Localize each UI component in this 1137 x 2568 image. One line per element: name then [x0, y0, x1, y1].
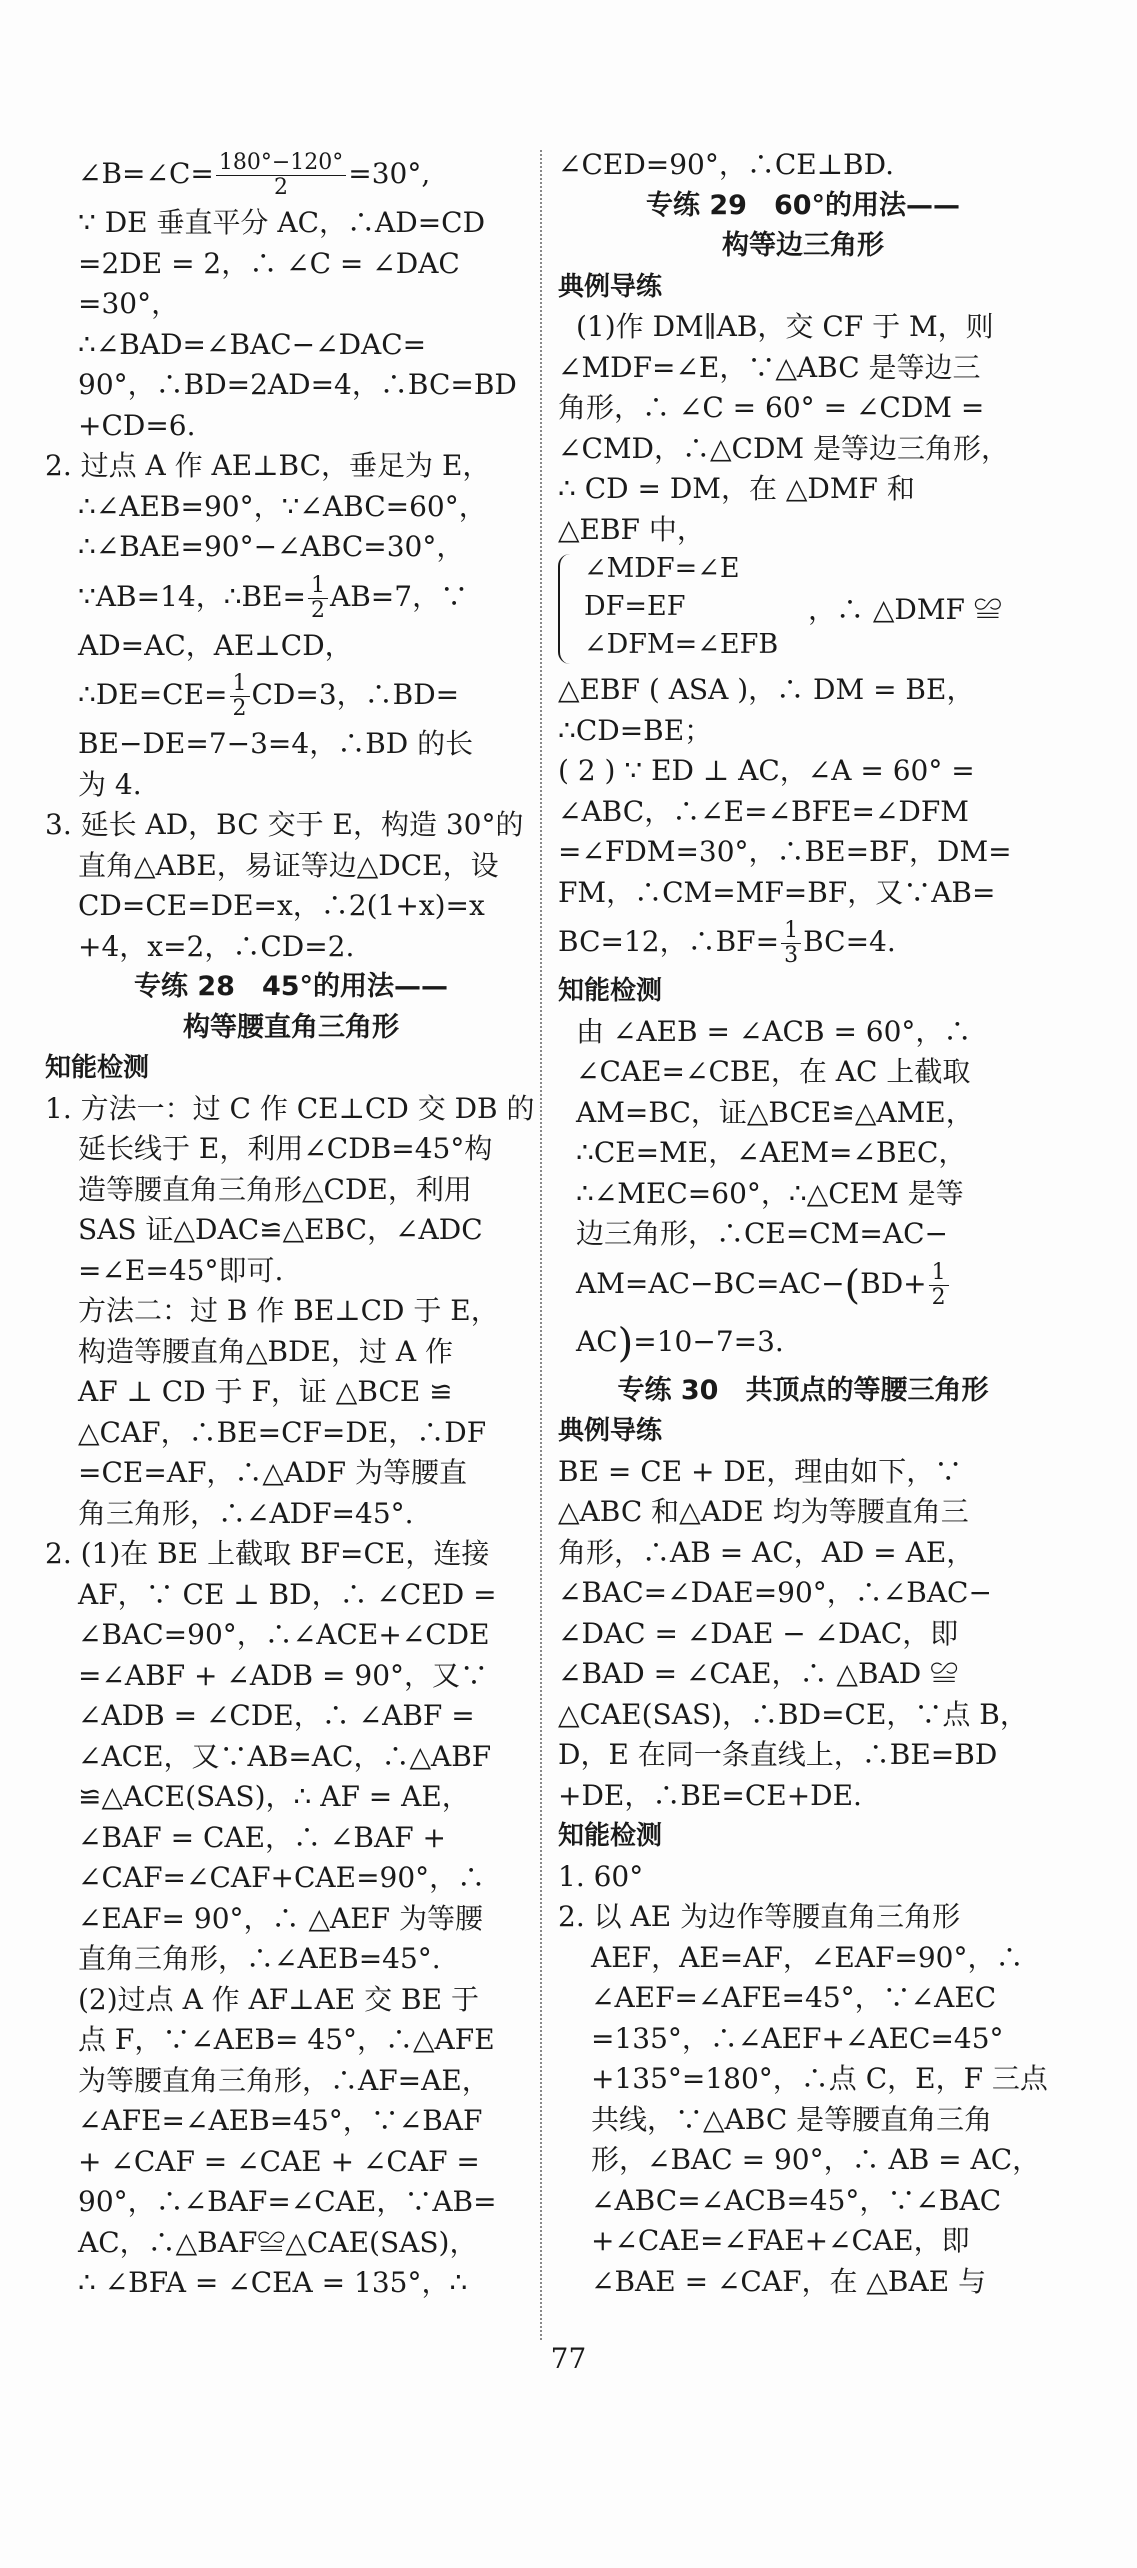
text-line: ∠AFE=∠AEB=45°，∵∠BAF [78, 2104, 483, 2137]
text-line: AD=AC，AE⊥CD， [78, 628, 353, 662]
text-line: 1. 方法一：过 C 作 CE⊥CD 交 DB 的 [45, 1091, 535, 1125]
text-line: BE = CE + DE，理由如下，∵ [558, 1454, 963, 1488]
text-line: FM，∴CM=MF=BF，又∵AB= [558, 875, 996, 909]
text-line: AC，∴△BAF≌△CAE(SAS)， [78, 2225, 478, 2259]
text-line: ∵AB=14，∴BE= $\frac{1}{2}$ AB=7，∵ [78, 572, 469, 623]
subheading: 典例导练 [558, 1416, 663, 1446]
text-line: 90°，∴BD=2AD=4，∴BC=BD [78, 368, 517, 401]
text-line: SAS 证△DAC≌△EBC，∠ADC [78, 1213, 483, 1246]
fraction: $\frac{180^\circ-120^\circ}{2}$ [216, 151, 346, 200]
text-line: +4，x=2，∴CD=2. [78, 929, 355, 963]
text-line: 角形，∴ ∠C = 60° = ∠CDM = [558, 391, 985, 424]
text-line: ∠CAF=∠CAF+CAE=90°，∴ [78, 1861, 486, 1894]
text-line: ∴∠AEB=90°，∵∠ABC=60°， [78, 489, 487, 523]
text-line: AC)=10−7=3. [576, 1320, 784, 1366]
text-line: ∠BAC=∠DAE=90°，∴∠BAC− [558, 1576, 992, 1609]
text-line: ≌△ACE(SAS)，∴ AF = AE， [78, 1780, 470, 1813]
text-line: ∠EAF= 90°，∴ △AEF 为等腰 [78, 1901, 483, 1935]
page-number: 77 [550, 2342, 587, 2375]
text-line: ∴ CD = DM，在 △DMF 和 [558, 472, 915, 505]
text-line: BC=12，∴BF= $\frac{1}{3}$ BC=4. [558, 918, 896, 968]
text-line: 2. 过点 A 作 AE⊥BC，垂足为 E， [45, 449, 491, 482]
text-line: =30°， [78, 287, 180, 320]
text-line: =2DE = 2，∴ ∠C = ∠DAC [78, 246, 460, 280]
text-line: (2)过点 A 作 AF⊥AE 交 BE 于 [78, 1982, 479, 2016]
text-line: 构造等腰直角△BDE，过 A 作 [78, 1334, 454, 1368]
text-line: ∴∠MEC=60°，∴△CEM 是等 [576, 1176, 964, 1210]
text-line: ∴ ∠BFA = ∠CEA = 135°，∴ [78, 2266, 468, 2299]
fraction: $\frac{1}{3}$ [781, 919, 801, 968]
text-line: △ABC 和△ADE 均为等腰直角三 [558, 1495, 969, 1528]
text-line: =∠FDM=30°，∴BE=BF，DM= [558, 835, 1012, 868]
section-heading-28: 专练 28 45°的用法—— [133, 971, 449, 1002]
text-line: (1)作 DM∥AB，交 CF 于 M，则 [576, 310, 994, 343]
text-line: ∠ABC=∠ACB=45°，∵∠BAC [591, 2183, 1002, 2217]
text-line: 1. 60° [558, 1859, 644, 1893]
text-line: =135°，∴∠AEF+∠AEC=45° [591, 2021, 1004, 2055]
text-line: =∠ABF + ∠ADB = 90°，又∵ [78, 1658, 489, 1692]
subheading: 知能检测 [45, 1053, 150, 1083]
text-line: △EBF ( ASA )，∴ DM = BE， [558, 673, 975, 706]
text-line: ∠ADB = ∠CDE，∴ ∠ABF = [78, 1699, 475, 1732]
section-heading-29-sub: 构等边三角形 [722, 230, 884, 261]
text-line: △CAE(SAS)，∴BD=CE，∵点 B， [558, 1697, 1028, 1731]
subheading: 典例导练 [558, 271, 663, 302]
text-line: =∠E=45°即可. [78, 1253, 284, 1287]
text-line: AM=AC−BC=AC−(BD+ $\frac{1}{2}$ [558, 1255, 1048, 1313]
text-line: ∠BAE = ∠CAF，在 △BAE 与 [591, 2264, 987, 2298]
section-heading-30: 专练 30 共顶点的等腰三角形 [617, 1374, 989, 1406]
text-line: ∠CMD，∴△CDM 是等边三角形， [558, 431, 1009, 465]
fraction: $\frac{1}{2}$ [929, 1261, 949, 1310]
text-line: +135°=180°，∴点 C，E，F 三点 [591, 2062, 1048, 2095]
text-line: ∠ACE，又∵AB=AC，∴△ABF [78, 1739, 492, 1773]
text-line: 点 F，∵∠AEB= 45°，∴△AFE [78, 2023, 495, 2056]
text-line: 造等腰直角三角形△CDE，利用 [78, 1172, 472, 1206]
fraction: $\frac{1}{2}$ [230, 672, 250, 721]
text-line: ∵ DE 垂直平分 AC，∴AD=CD [78, 206, 486, 239]
text-line: ∴∠BAD=∠BAC−∠DAC= [78, 327, 427, 361]
text-line: ∠BAD = ∠CAE，∴ △BAD ≌ [558, 1657, 959, 1690]
text-line: =CE=AF，∴△ADF 为等腰直 [78, 1456, 467, 1489]
text-line: 直角三角形，∴∠AEB=45°. [78, 1942, 441, 1975]
text-line: ∠MDF=∠E，∵△ABC 是等边三 [558, 350, 981, 384]
text-line: 由 ∠AEB = ∠ACB = 60°，∴ [576, 1014, 972, 1048]
text-line: AM=BC，证△BCE≌△AME， [576, 1095, 974, 1129]
text-line: △EBF 中， [558, 512, 705, 546]
left-column [45, 145, 537, 2304]
text-line: ∠ABC，∴∠E=∠BFE=∠DFM [558, 794, 969, 828]
text-line: 边三角形，∴CE=CM=AC− [576, 1217, 948, 1250]
section-heading-29: 专练 29 60°的用法—— [645, 189, 961, 221]
text-line: 角形，∴AB = AC，AD = AE， [558, 1535, 975, 1569]
text-line: ∠CAE=∠CBE，在 AC 上截取 [576, 1055, 971, 1088]
text-line: 直角△ABE，易证等边△DCE，设 [78, 848, 499, 882]
text-line: 共线，∵△ABC 是等腰直角三角 [591, 2102, 993, 2136]
column-divider [540, 150, 542, 2340]
left-brace [558, 554, 572, 664]
text-line: 方法二：过 B 作 BE⊥CD 于 E， [78, 1294, 499, 1327]
fraction: $\frac{1}{2}$ [308, 574, 328, 623]
equation-system [558, 550, 1048, 670]
text-line: ( 2 ) ∵ ED ⊥ AC，∠A = 60° = [558, 754, 975, 787]
text-line: AF ⊥ CD 于 F，证 △BCE ≌ [78, 1375, 453, 1408]
text-line: ∠CED=90°，∴CE⊥BD. [558, 148, 894, 181]
text-line: BE−DE=7−3=4，∴BD 的长 [78, 727, 474, 760]
text-line: 2. (1)在 BE 上截取 BF=CE，连接 [45, 1537, 490, 1570]
text-line: + ∠CAF = ∠CAE + ∠CAF = [78, 2144, 480, 2178]
system-line: ∠DFM=∠EFB [584, 629, 779, 660]
subheading: 知能检测 [558, 1821, 663, 1851]
section-heading-28-sub: 构等腰直角三角形 [183, 1011, 399, 1043]
text-line: ∴∠BAE=90°−∠ABC=30°， [78, 530, 465, 563]
text-line: 为等腰直角三角形，∴AF=AE， [78, 2063, 490, 2097]
system-line: DF=EF [584, 591, 686, 622]
subheading: 知能检测 [558, 976, 663, 1006]
text-line: 角三角形，∴∠ADF=45°. [78, 1496, 414, 1530]
text-line: 延长线于 E，利用∠CDB=45°构 [78, 1132, 493, 1165]
text-line: 2. 以 AE 为边作等腰直角三角形 [558, 1900, 961, 1933]
text-line: 为 4. [78, 767, 142, 801]
system-conclusion: ，∴ △DMF ≌ [808, 593, 1002, 626]
system-line: ∠MDF=∠E [584, 553, 740, 584]
text-line: +∠CAE=∠FAE+∠CAE，即 [591, 2224, 970, 2257]
text-line: ∠B=∠C= $\frac{180^\circ-120^\circ}{2}$ =30°, [78, 150, 431, 200]
text-line: ∴CE=ME，∠AEM=∠BEC， [576, 1136, 967, 1169]
text-line: 形，∠BAC = 90°，∴ AB = AC， [591, 2143, 1041, 2176]
text-line: ∠BAF = CAE，∴ ∠BAF + [78, 1820, 446, 1854]
text-line: ∠BAC=90°，∴∠ACE+∠CDE [78, 1618, 490, 1651]
text-line: ∠AEF=∠AFE=45°，∵∠AEC [591, 1981, 997, 2014]
text-line: ∴CD=BE； [558, 713, 713, 747]
text-line: AF，∵ CE ⊥ BD，∴ ∠CED = [78, 1577, 497, 1611]
text-line: ∠DAC = ∠DAE − ∠DAC，即 [558, 1616, 959, 1650]
text-line: D，E 在同一条直线上，∴BE=BD [558, 1738, 998, 1771]
text-line: △CAF，∴BE=CF=DE，∴DF [78, 1415, 487, 1449]
text-line: ∴DE=CE= $\frac{1}{2}$ CD=3，∴BD= [78, 671, 460, 721]
text-line: +DE，∴BE=CE+DE. [558, 1778, 862, 1812]
right-column [558, 145, 1048, 2302]
text-line: +CD=6. [78, 408, 196, 442]
text-line: 3. 延长 AD，BC 交于 E，构造 30°的 [45, 808, 524, 841]
text-line: CD=CE=DE=x，∴2(1+x)=x [78, 889, 485, 922]
text-line: 90°，∴∠BAF=∠CAE，∵AB= [78, 2185, 497, 2218]
text-line: AEF，AE=AF，∠EAF=90°，∴ [591, 1940, 1024, 1974]
